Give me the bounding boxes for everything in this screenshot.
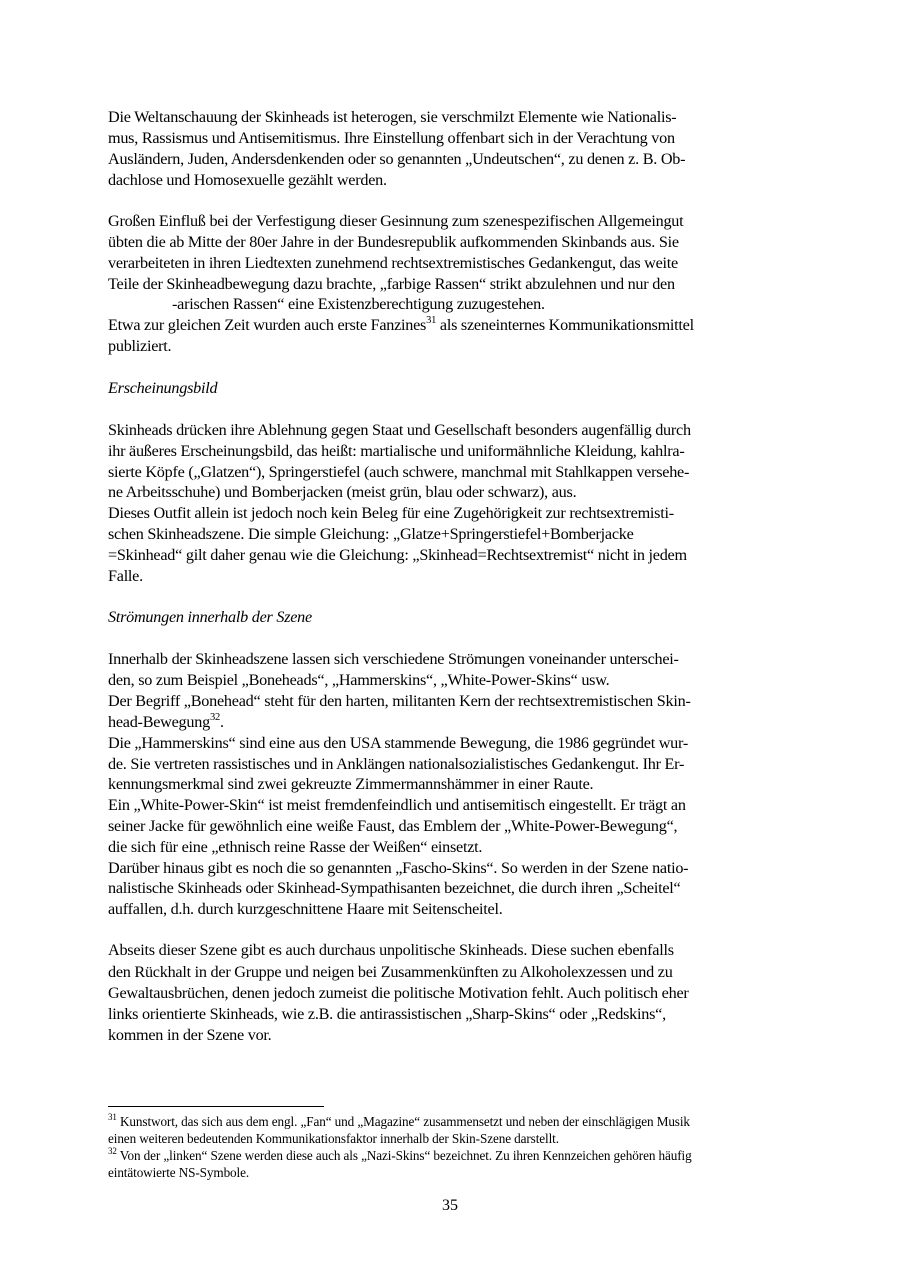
paragraph-line: [108, 315, 694, 335]
paragraph-line: Abseits dieser Szene gibt es auch durchaus unpolitische Skinheads. Diese suchen ebenfalls: [108, 941, 674, 959]
paragraph-line: dachlose und Homosexuelle gezählt werden.: [108, 171, 387, 189]
footnote-continuation: einen weiteren bedeutenden Kommunikationsfaktor innerhalb der Skin-Szene darstellt.: [108, 1131, 559, 1146]
paragraph-line: [108, 712, 224, 732]
footnote-continuation: eintätowierte NS-Symbole.: [108, 1165, 250, 1180]
footnote-text: Kunstwort, das sich aus dem engl. „Fan“ und „Magazine“ zusammensetzt und neben der einschlägigen Musik: [116, 1114, 690, 1129]
section-heading: Strömungen innerhalb der Szene: [108, 608, 312, 626]
paragraph-line: verarbeiteten in ihren Liedtexten zunehmend rechtsextremistisches Gedankengut, das weite: [108, 254, 678, 272]
paragraph-line: Ausländern, Juden, Andersdenkenden oder so genannten „Undeutschen“, zu denen z. B. Ob-: [108, 150, 686, 168]
text-run: head-Bewegung: [108, 713, 210, 731]
text-run: als szeneinternes Kommunikationsmittel: [436, 316, 694, 334]
footnote: [108, 1145, 692, 1164]
paragraph-line: Großen Einfluß bei der Verfestigung dieser Gesinnung zum szenespezifischen Allgemeingut: [108, 212, 684, 230]
text-run: .: [219, 713, 224, 731]
paragraph-line: Die „Hammerskins“ sind eine aus den USA stammende Bewegung, die 1986 gegründet wur-: [108, 734, 688, 752]
footnote-number: 32: [108, 1145, 117, 1156]
paragraph-line: Ein „White-Power-Skin“ ist meist fremdenfeindlich und antisemitisch eingestellt. Er trägt an: [108, 796, 686, 814]
paragraph-line: kennungsmerkmal sind zwei gekreuzte Zimmermannshämmer in einer Raute.: [108, 775, 594, 793]
paragraph-line: Die Weltanschauung der Skinheads ist heterogen, sie verschmilzt Elemente wie Nationalis-: [108, 108, 677, 126]
paragraph-line: Skinheads drücken ihre Ablehnung gegen Staat und Gesellschaft besonders augenfällig durch: [108, 421, 691, 439]
paragraph-line: Innerhalb der Skinheadszene lassen sich verschiedene Strömungen voneinander unterschei-: [108, 650, 679, 668]
paragraph-line: -arischen Rassen“ eine Existenzberechtigung zuzugestehen.: [172, 295, 545, 313]
footnote: [108, 1111, 690, 1130]
footnote-reference: 32: [209, 711, 220, 723]
footnote-number: 31: [108, 1111, 117, 1122]
paragraph-line: den, so zum Beispiel „Boneheads“, „Hammerskins“, „White-Power-Skins“ usw.: [108, 671, 610, 689]
paragraph-line: auffallen, d.h. durch kurzgeschnittene Haare mit Seitenscheitel.: [108, 900, 503, 918]
paragraph-line: publiziert.: [108, 337, 172, 355]
paragraph-line: schen Skinheadszene. Die simple Gleichung: „Glatze+Springerstiefel+Bomberjacke: [108, 525, 634, 543]
paragraph-line: Dieses Outfit allein ist jedoch noch kein Beleg für eine Zugehörigkeit zur rechtsextremisti-: [108, 504, 674, 522]
paragraph-line: ihr äußeres Erscheinungsbild, das heißt: martialische und uniformähnliche Kleidung, kahlra-: [108, 442, 685, 460]
paragraph-line: den Rückhalt in der Gruppe und neigen bei Zusammenkünften zu Alkoholexzessen und zu: [108, 963, 673, 981]
paragraph-line: nalistische Skinheads oder Skinhead-Sympathisanten bezeichnet, die durch ihren „Scheitel“: [108, 879, 681, 897]
paragraph-line: die sich für eine „ethnisch reine Rasse der Weißen“ einsetzt.: [108, 838, 483, 856]
page-number: 35: [442, 1197, 458, 1214]
footnote-separator: [108, 1106, 324, 1107]
paragraph-line: Darüber hinaus gibt es noch die so genannten „Fascho-Skins“. So werden in der Szene natio-: [108, 859, 689, 877]
paragraph-line: übten die ab Mitte der 80er Jahre in der Bundesrepublik aufkommenden Skinbands aus. Sie: [108, 233, 679, 251]
paragraph-line: links orientierte Skinheads, wie z.B. die antirassistischen „Sharp-Skins“ oder „Redskins“,: [108, 1005, 666, 1023]
paragraph-line: kommen in der Szene vor.: [108, 1026, 272, 1044]
section-heading: Erscheinungsbild: [108, 379, 218, 397]
paragraph-line: mus, Rassismus und Antisemitismus. Ihre Einstellung offenbart sich in der Verachtung von: [108, 129, 675, 147]
paragraph-line: Der Begriff „Bonehead“ steht für den harten, militanten Kern der rechtsextremistischen Skin-: [108, 692, 691, 710]
paragraph-line: sierte Köpfe („Glatzen“), Springerstiefel (auch schwere, manchmal mit Stahlkappen versehe-: [108, 463, 690, 481]
paragraph-line: Teile der Skinheadbewegung dazu brachte, „farbige Rassen“ strikt abzulehnen und nur den: [108, 275, 675, 293]
paragraph-line: de. Sie vertreten rassistisches und in Anklängen nationalsozialistisches Gedankengut. Ihr Er-: [108, 755, 685, 773]
footnote-reference: 31: [426, 314, 437, 326]
paragraph-line: Falle.: [108, 567, 143, 585]
paragraph-line: =Skinhead“ gilt daher genau wie die Gleichung: „Skinhead=Rechtsextremist“ nicht in jedem: [108, 546, 687, 564]
text-run: Etwa zur gleichen Zeit wurden auch erste Fanzines: [108, 316, 427, 334]
paragraph-line: seiner Jacke für gewöhnlich eine weiße Faust, das Emblem der „White-Power-Bewegung“,: [108, 817, 678, 835]
paragraph-line: Gewaltausbrüchen, denen jedoch zumeist die politische Motivation fehlt. Auch politisch eher: [108, 984, 689, 1002]
footnote-text: Von der „linken“ Szene werden diese auch als „Nazi-Skins“ bezeichnet. Zu ihren Kennzeichen gehören häufig: [116, 1148, 692, 1163]
paragraph-line: ne Arbeitsschuhe) und Bomberjacken (meist grün, blau oder schwarz), aus.: [108, 483, 577, 501]
